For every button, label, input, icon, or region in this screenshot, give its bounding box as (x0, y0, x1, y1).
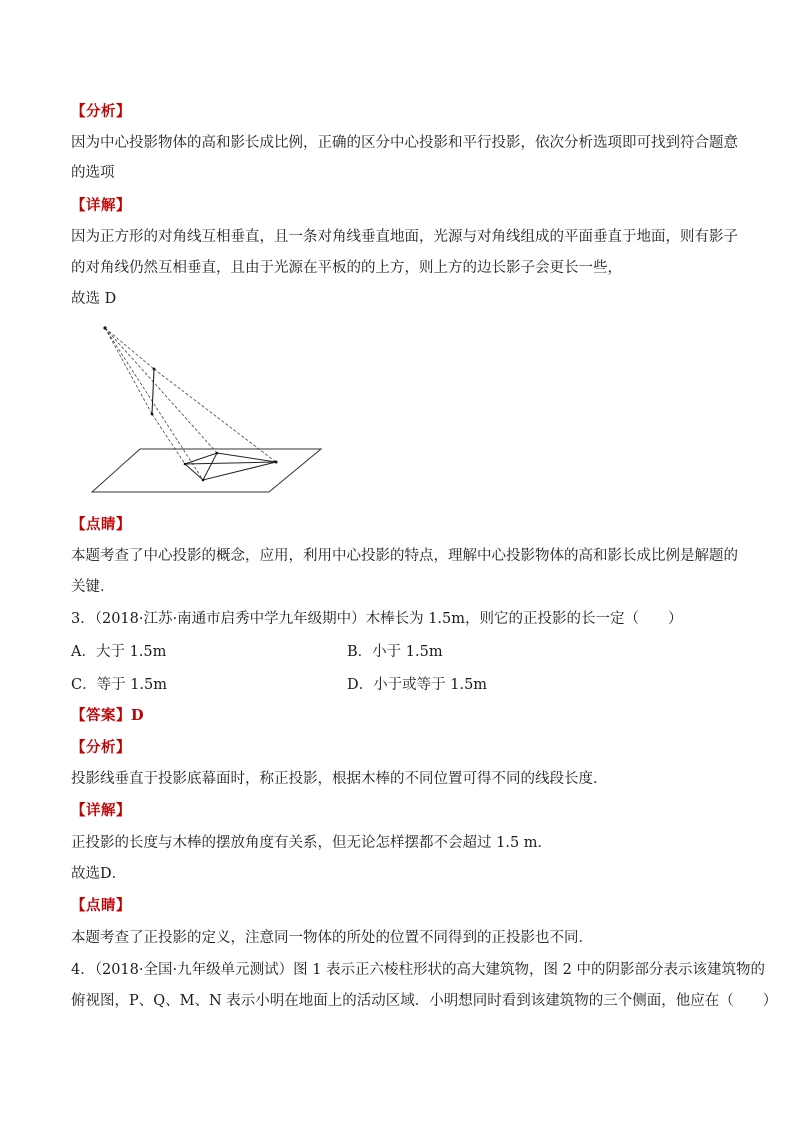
question3-detail-text: 正投影的长度与木棒的摆放角度有关系，但无论怎样摆都不会超过 1.5 m． (71, 835, 553, 851)
board-top-point (153, 368, 156, 371)
light-ray (152, 414, 185, 464)
comment-text-line2: 关键． (71, 579, 115, 595)
question4-stem-line2: 俯视图，P、Q、M、N 表示小明在地面上的活动区域．小明想同时看到该建筑物的三个侧面，他应在（ ） (71, 993, 778, 1009)
detail-heading: 【详解】 (71, 197, 131, 214)
question3-option-d: D．小于或等于 1.5m (347, 677, 488, 693)
question3-comment-text: 本题考查了正投影的定义，注意同一物体的所处的位置不同得到的正投影也不同． (71, 930, 593, 946)
board-bottom-point (151, 413, 154, 416)
shadow-point (202, 479, 205, 482)
light-ray (105, 328, 203, 480)
detail-text-line2: 的对角线仍然互相垂直，且由于光源在平板的的上方，则上方的边长影子会更长一些， (71, 260, 622, 276)
question3-detail-heading: 【详解】 (71, 802, 131, 819)
analysis-text-line2: 的选项 (71, 165, 115, 181)
question3-analysis-heading: 【分析】 (71, 739, 131, 756)
question3-option-c: C．等于 1.5m (71, 677, 168, 693)
question3-choice-line: 故选D． (71, 866, 127, 882)
comment-text-line1: 本题考查了中心投影的概念，应用，利用中心投影的特点，理解中心投影物体的高和影长成比例是解题的 (71, 548, 738, 564)
central-projection-figure (88, 322, 328, 497)
detail-text-line1: 因为正方形的对角线互相垂直，且一条对角线垂直地面，光源与对角线组成的平面垂直于地面，则有影子 (71, 229, 738, 245)
shadow-point (216, 452, 219, 455)
shadow-point (184, 463, 187, 466)
light-ray (154, 369, 276, 462)
shadow-diagonal (185, 462, 276, 464)
question3-comment-heading: 【点睛】 (71, 897, 131, 914)
board-diagonal (152, 369, 154, 414)
light-source-point (103, 326, 106, 329)
question3-option-b: B．小于 1.5m (347, 644, 443, 660)
ground-plane (92, 449, 321, 492)
choice-line: 故选 D (71, 291, 117, 307)
question3-stem: 3．（2018·江苏·南通市启秀中学九年级期中）木棒长为 1.5m，则它的正投影的长一定（ ） (71, 611, 683, 627)
analysis-text-line1: 因为中心投影物体的高和影长成比例，正确的区分中心投影和平行投影，依次分析选项即可找到符合题意 (71, 135, 738, 151)
shadow-point (275, 461, 278, 464)
light-ray (105, 328, 217, 453)
question3-answer: 【答案】D (71, 707, 145, 724)
question4-stem-line1: 4．（2018·全国·九年级单元测试）图 1 表示正六棱柱形状的高大建筑物，图 2 中的阴影部分表示该建筑物的 (71, 962, 765, 978)
light-ray (105, 328, 154, 369)
analysis-heading: 【分析】 (71, 103, 131, 120)
light-ray (105, 328, 152, 414)
question3-analysis-text: 投影线垂直于投影底幕面时，称正投影，根据木棒的不同位置可得不同的线段长度． (71, 771, 608, 787)
comment-heading: 【点睛】 (71, 516, 131, 533)
question3-option-a: A．大于 1.5m (71, 644, 167, 660)
shadow-quad (185, 453, 276, 480)
